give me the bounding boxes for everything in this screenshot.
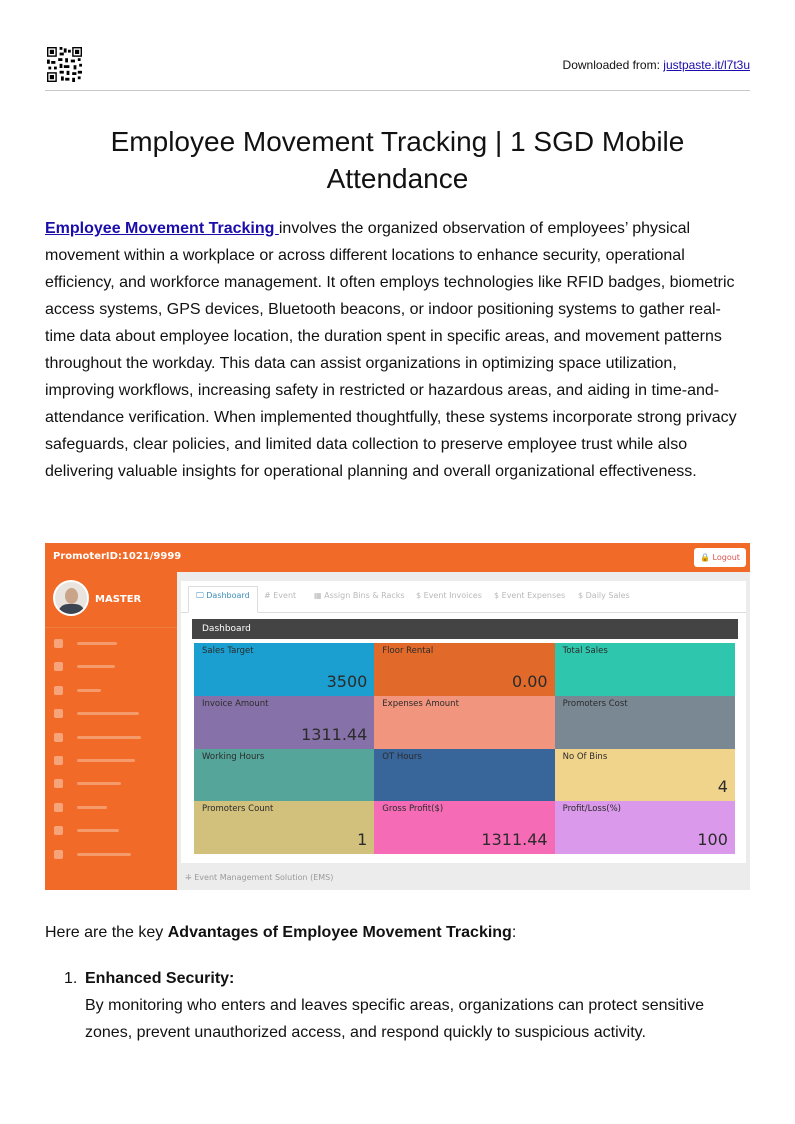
menu-icon [54, 826, 63, 835]
footer-label: Event Management Solution (EMS) [194, 873, 334, 882]
stats-grid [194, 643, 735, 854]
advantage-title: Enhanced Security: [85, 970, 235, 987]
stat-value: 100 [697, 830, 728, 849]
sidebar-item[interactable] [45, 632, 177, 655]
stat-label: Promoters Count [202, 804, 274, 815]
stat-value: 1311.44 [481, 830, 548, 849]
advantages-intro-pre: Here are the key [45, 924, 168, 941]
stat-label: OT Hours [382, 751, 422, 762]
stat-cell [194, 801, 374, 854]
menu-icon [54, 803, 63, 812]
tab-event[interactable]: # Event [264, 591, 297, 600]
dashboard-topbar [45, 543, 750, 572]
sidebar-item[interactable] [45, 655, 177, 678]
menu-icon [54, 709, 63, 718]
tab-assign-bins[interactable]: ▦ Assign Bins & Racks [314, 591, 405, 600]
sidebar-item[interactable] [45, 702, 177, 725]
advantage-number: 1. [64, 970, 78, 987]
qr-code-icon [47, 47, 82, 82]
sidebar-item[interactable] [45, 749, 177, 772]
stat-cell [374, 643, 554, 696]
stat-value: 1311.44 [301, 724, 368, 744]
download-label: Downloaded from: [562, 58, 660, 72]
advantages-intro [45, 922, 516, 944]
stat-label: No Of Bins [562, 751, 608, 762]
stat-label: Promoters Cost [562, 698, 628, 709]
menu-icon [54, 639, 63, 648]
menu-icon [54, 662, 63, 671]
promoter-id: PromoterID:1021/9999 [53, 551, 182, 562]
stat-label: Total Sales [562, 646, 608, 656]
intro-paragraph [45, 215, 750, 485]
dashboard-panel-title: Dashboard [192, 619, 738, 639]
download-source [563, 58, 750, 72]
sidebar-item[interactable] [45, 679, 177, 702]
stat-value: 1 [357, 830, 368, 849]
stat-cell [555, 696, 735, 749]
intro-link[interactable]: Employee Movement Tracking [45, 220, 279, 237]
stat-cell [555, 749, 735, 802]
sidebar-item[interactable] [45, 796, 177, 819]
menu-icon [54, 850, 63, 859]
stat-cell [194, 643, 374, 696]
intro-body: involves the organized observation of employees’ physical movement within a workplace or across different locations to enhance security, operational efficiency, and workforce management. It often employs technologies like RFID badges, biometric access systems, GPS devices, Bluetooth beacons, or indoor positioning systems to gather real-time data about employee location, the duration spent in specific areas, and movement patterns throughout the workday. This data can assist organizations in optimizing space utilization, improving workflows, increasing safety in restricted or hazardous areas, and aiding in time-and-attendance verification. When implemented thoughtfully, these systems incorporate strong privacy safeguards, clear policies, and limited data collection to preserve employee trust while also delivering valuable insights for operational planning and overall organizational effectiveness. [45, 220, 737, 480]
advantages-intro-bold: Advantages of Employee Movement Tracking [167, 924, 512, 941]
advantage-text: By monitoring who enters and leaves specific areas, organizations can protect sensitive zones, prevent unauthorized access, and respond quickly to suspicious activity. [85, 997, 704, 1041]
stat-cell [555, 643, 735, 696]
menu-icon [54, 756, 63, 765]
download-link[interactable]: justpaste.it/l7t3u [663, 58, 750, 72]
stat-cell [194, 749, 374, 802]
tab-event-expenses[interactable]: $ Event Expenses [494, 591, 566, 600]
tab-dashboard[interactable]: 🖵 Dashboard [188, 586, 258, 613]
stat-cell [555, 801, 735, 854]
dashboard-sidebar [45, 572, 177, 890]
stat-label: Sales Target [202, 646, 254, 656]
dashboard-screenshot [45, 543, 750, 890]
stat-label: Gross Profit($) [382, 804, 444, 815]
dashboard-tabs [181, 581, 746, 613]
tab-daily-sales[interactable]: $ Daily Sales [578, 591, 630, 600]
stat-cell [374, 749, 554, 802]
stat-label: Working Hours [202, 751, 265, 762]
stat-value: 0.00 [511, 671, 548, 691]
stat-value: 4 [717, 777, 728, 797]
stat-label: Invoice Amount [202, 698, 269, 709]
menu-icon [54, 686, 63, 695]
dashboard-footer: ⁜ Event Management Solution (EMS) [185, 873, 334, 882]
stat-value: 3500 [326, 671, 368, 691]
page-title: Employee Movement Tracking | 1 SGD Mobile Attendance [110, 126, 685, 194]
stat-cell [374, 801, 554, 854]
sidebar-item[interactable] [45, 843, 177, 866]
stat-label: Profit/Loss(%) [562, 804, 621, 815]
advantages-intro-post: : [511, 924, 517, 941]
sidebar-item[interactable] [45, 772, 177, 795]
logout-button[interactable]: 🔒 Logout [694, 548, 746, 567]
stat-cell [194, 696, 374, 749]
menu-icon [54, 733, 63, 742]
avatar [53, 580, 89, 616]
user-name: MASTER [95, 594, 142, 605]
sidebar-item[interactable] [45, 819, 177, 842]
dashboard-content [181, 581, 746, 863]
menu-icon [54, 779, 63, 788]
tab-event-invoices[interactable]: $ Event Invoices [416, 591, 482, 600]
header-divider [45, 90, 750, 91]
sidebar-divider [45, 627, 177, 628]
stat-cell [374, 696, 554, 749]
sidebar-menu [45, 632, 177, 866]
stat-label: Expenses Amount [382, 698, 459, 709]
advantage-item [64, 965, 750, 1046]
sidebar-item[interactable] [45, 726, 177, 749]
stat-label: Floor Rental [382, 646, 434, 656]
